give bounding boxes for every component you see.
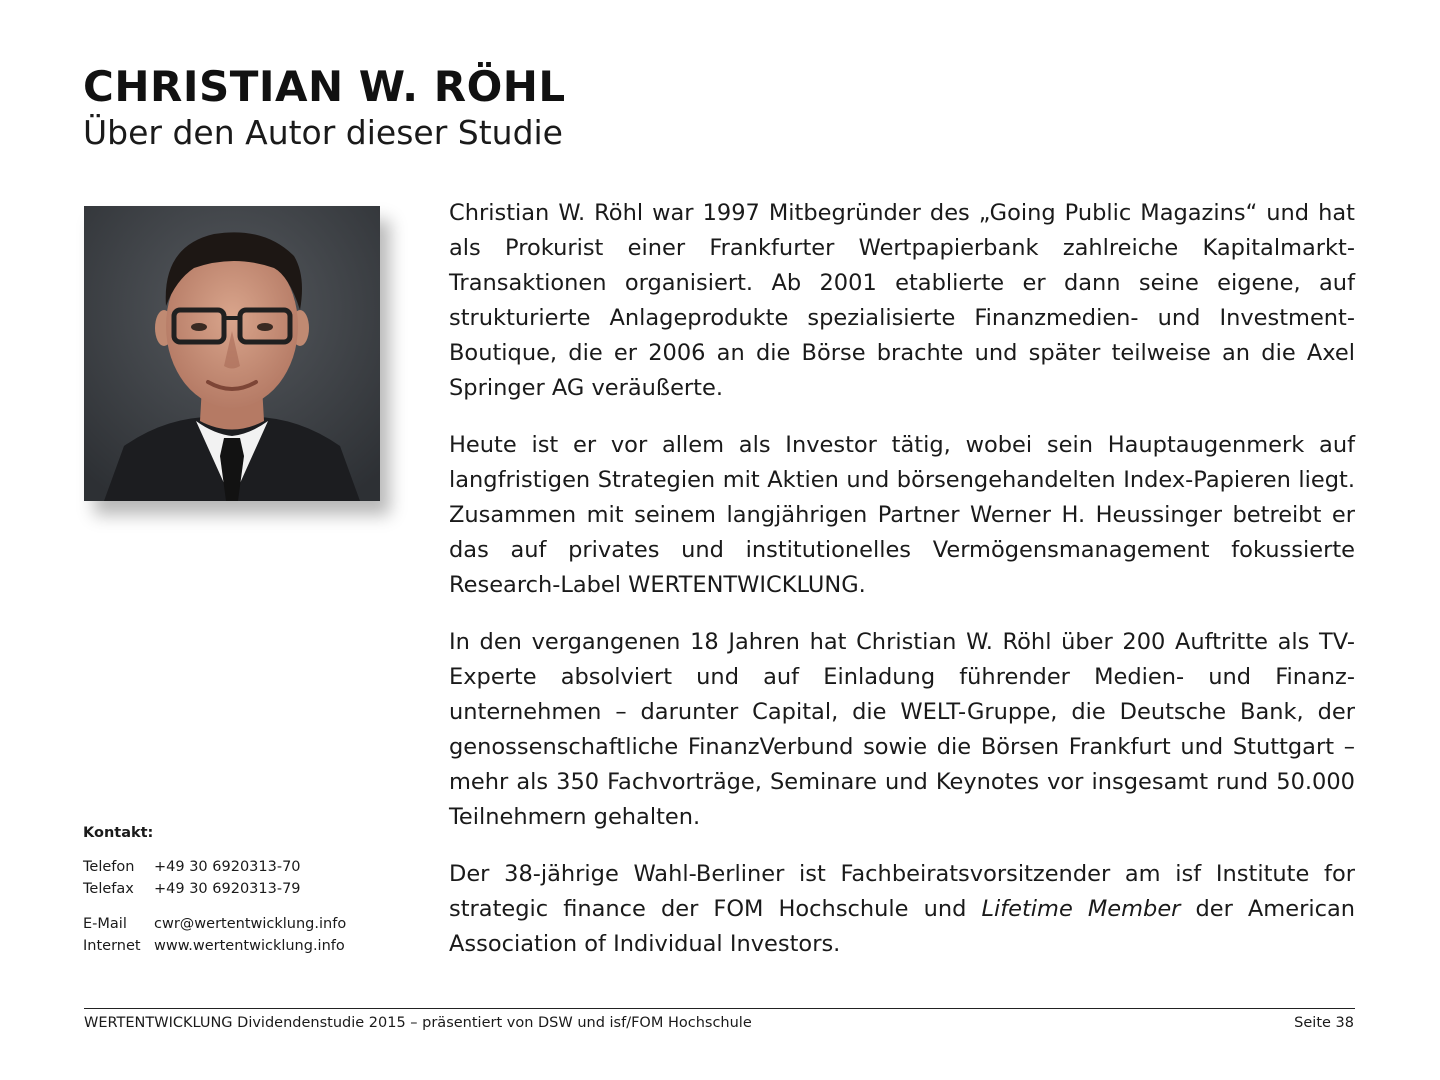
phone-value: +49 30 6920313-70 xyxy=(154,859,301,875)
page-subtitle: Über den Autor dieser Studie xyxy=(83,113,563,152)
contact-spacer xyxy=(83,900,346,913)
phone-label: Telefon xyxy=(83,859,135,875)
bio-paragraph-2: Heute ist er vor allem als Investor tätig, wobei sein Hauptaugenmerk auf langfristigen Strategien mit Aktien und börsengehandelten Index-Papieren liegt. Zusammen mit seinem langjährigen Partner Werner H. Heussinger betreibt er das auf privates und institutionelles Vermögensmanagement fokussierte Research-Label WERTENTWICKLUNG. xyxy=(449,432,1355,598)
footer-divider xyxy=(84,1008,1355,1009)
contact-phone-row xyxy=(83,856,346,878)
author-portrait xyxy=(84,206,380,501)
website-link[interactable]: www.wertentwicklung.info xyxy=(154,938,345,954)
contact-heading: Kontakt: xyxy=(83,825,154,841)
footer-publication: WERTENTWICKLUNG Dividendenstudie 2015 – präsentiert von DSW und isf/FOM Hochschule xyxy=(84,1015,752,1031)
fax-label: Telefax xyxy=(83,881,134,897)
contact-email-row xyxy=(83,913,346,935)
contact-fax-row xyxy=(83,878,346,900)
bio-paragraph-4 xyxy=(449,857,1355,962)
page-title: CHRISTIAN W. RÖHL xyxy=(83,62,566,111)
contact-block xyxy=(83,822,346,957)
bio-paragraph-1: Christian W. Röhl war 1997 Mitbegründer des „Going Public Magazins“ und hat als Prokurist einer Frankfurter Wertpapierbank zahlreiche Kapitalmarkt-Transaktionen organisiert. Ab 2001 etablierte er dann seine eigene, auf strukturierte Anlageprodukte spezialisierte Finanzmedien- und Investment-Boutique, die er 2006 an die Börse brachte und später teilweise an die Axel Springer AG veräußerte. xyxy=(449,200,1355,401)
email-link[interactable]: cwr@wertentwicklung.info xyxy=(154,916,347,932)
email-label: E-Mail xyxy=(83,916,127,932)
bio-paragraph-4-text-a: Der 38-jährige Wahl-Berliner ist Fachbeiratsvorsitzender am isf Institute for strategic finance der FOM Hochschule und xyxy=(449,861,1355,922)
bio-paragraph-4-text-b: der American Association of Individual Investors. xyxy=(449,896,1355,957)
fax-value: +49 30 6920313-79 xyxy=(154,881,301,897)
web-label: Internet xyxy=(83,938,141,954)
bio-paragraph-4-emphasis: Lifetime Member xyxy=(981,896,1181,922)
bio-paragraph-3: In den vergangenen 18 Jahren hat Christian W. Röhl über 200 Auftritte als TV-Experte absolviert und auf Einladung führender Medien- und Finanzunternehmen – darunter Capital, die WELT-Gruppe, die Deutsche Bank, der genossenschaftliche FinanzVerbund sowie die Börsen Frankfurt und Stuttgart – mehr als 350 Fachvorträge, Seminare und Keynotes vor insgesamt rund 50.000 Teilnehmern gehalten. xyxy=(449,629,1355,830)
page-number: Seite 38 xyxy=(1294,1015,1354,1031)
contact-web-row xyxy=(83,935,346,957)
author-biography xyxy=(449,196,1355,984)
